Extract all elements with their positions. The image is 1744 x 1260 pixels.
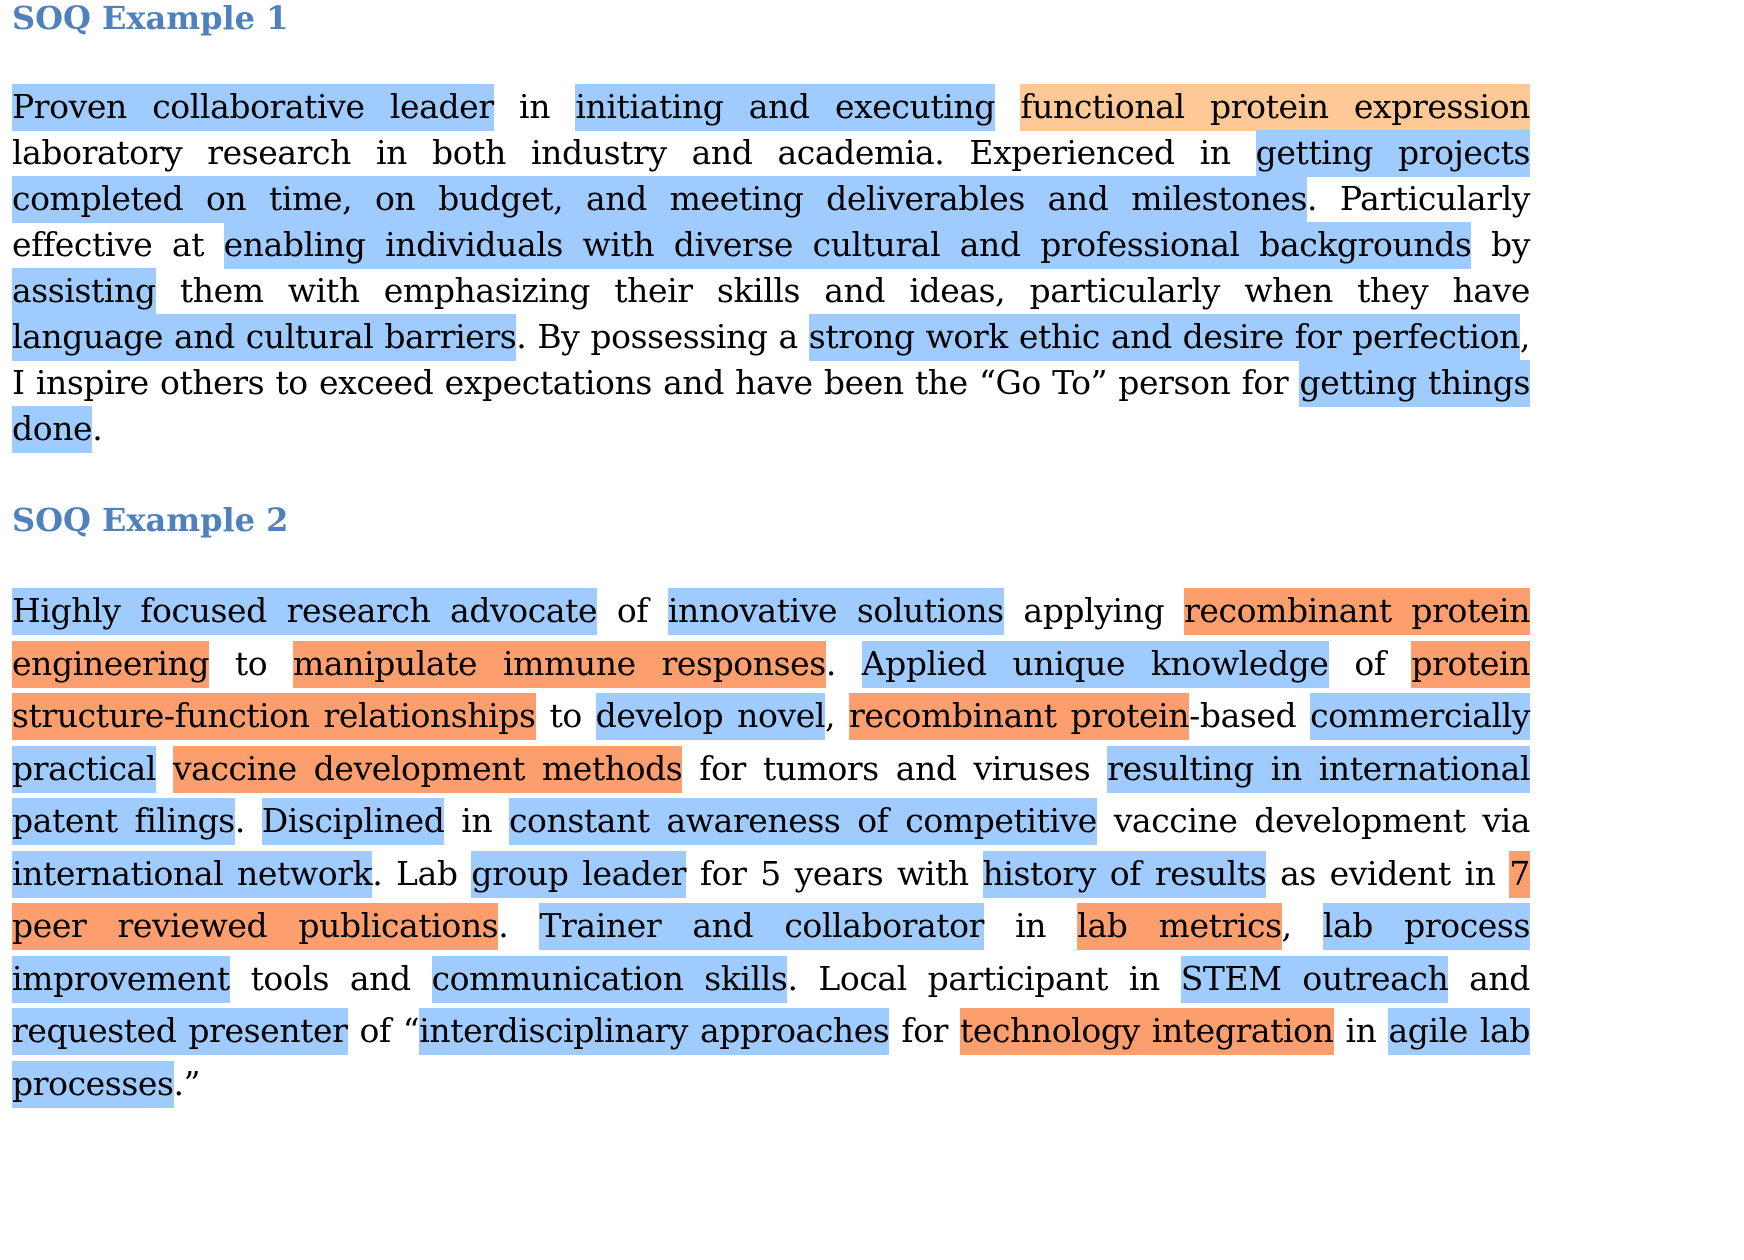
- highlight-blue: constant awareness of competitive: [509, 798, 1097, 845]
- text-run: . By possessing a: [516, 317, 809, 356]
- highlight-blue: enabling individuals with diverse cultural and professional backgrounds: [224, 222, 1472, 269]
- text-run: of “: [347, 1011, 420, 1050]
- text-run: in: [444, 801, 509, 840]
- highlight-blue: commercially practical: [12, 693, 1530, 793]
- highlight-blue: agile lab processes: [12, 1008, 1530, 1108]
- highlight-orange: technology integration: [960, 1008, 1334, 1055]
- highlight-blue: innovative solutions: [668, 588, 1004, 635]
- text-run: .: [234, 801, 262, 840]
- text-run: laboratory research in both industry and academia. Experienced in: [12, 133, 1256, 172]
- text-run: as evident in: [1266, 853, 1510, 893]
- text-run: by: [1471, 225, 1531, 264]
- text-run: in: [984, 906, 1078, 945]
- highlight-blue: initiating and executing: [575, 84, 995, 131]
- text-run: of: [1328, 643, 1412, 683]
- highlight-blue: Disciplined: [262, 798, 445, 845]
- text-run: [995, 87, 1020, 126]
- highlight-blue: group leader: [471, 851, 686, 898]
- text-run: for 5 years with: [686, 853, 983, 893]
- text-run: and: [1448, 958, 1530, 998]
- highlight-orange: lab metrics: [1077, 903, 1281, 950]
- text-run: for: [889, 1011, 960, 1050]
- text-run: in: [1333, 1011, 1389, 1050]
- highlight-blue: strong work ethic and desire for perfection: [809, 314, 1520, 361]
- highlight-blue: STEM outreach: [1181, 956, 1449, 1003]
- highlight-light-orange: functional protein expression: [1020, 84, 1530, 131]
- text-run: ,: [1281, 906, 1323, 945]
- text-run: . Particularly effective at: [12, 179, 1530, 264]
- highlight-blue: communication skills: [432, 956, 788, 1003]
- text-run: . Local participant in: [787, 958, 1181, 998]
- highlight-blue: Applied unique knowledge: [862, 641, 1329, 688]
- highlight-blue: develop novel: [596, 693, 825, 740]
- text-run: vaccine development via: [1096, 801, 1530, 840]
- highlight-blue: international network: [12, 851, 372, 898]
- text-run: [156, 749, 173, 788]
- text-run: .: [92, 409, 103, 448]
- highlight-blue: language and cultural barriers: [12, 314, 516, 361]
- text-run: .: [825, 643, 862, 683]
- text-run: ,: [824, 696, 849, 735]
- highlight-orange: 7 peer reviewed publications: [12, 851, 1530, 951]
- text-run: tools and: [229, 958, 432, 998]
- text-run: in: [493, 87, 576, 126]
- text-run: . Lab: [372, 853, 472, 893]
- highlight-orange: recombinant protein: [849, 693, 1189, 740]
- section-heading: SOQ Example 2: [12, 501, 289, 539]
- highlight-blue: lab process improvement: [12, 903, 1530, 1003]
- text-run: of: [597, 591, 668, 630]
- highlight-blue: getting things done: [12, 360, 1530, 453]
- highlight-blue: Trainer and collaborator: [539, 903, 984, 950]
- text-run: , I inspire others to exceed expectations and have been the “Go To” person for: [12, 317, 1530, 402]
- text-run: to: [535, 696, 596, 735]
- highlight-orange: vaccine development methods: [173, 746, 682, 793]
- paragraph-soq-example-1: [12, 84, 1530, 452]
- highlight-blue: resulting in international patent filings: [12, 746, 1530, 846]
- text-run: to: [209, 643, 294, 683]
- highlight-blue: assisting: [12, 268, 156, 315]
- highlight-orange: recombinant protein engineering: [12, 588, 1530, 688]
- text-run: applying: [1003, 591, 1185, 630]
- highlight-blue: requested presenter: [12, 1008, 348, 1055]
- highlight-blue: history of results: [983, 851, 1267, 898]
- paragraph-soq-example-2: [12, 585, 1530, 1110]
- text-run: .”: [173, 1063, 201, 1103]
- highlight-blue: Proven collaborative leader: [12, 84, 494, 131]
- text-run: -based: [1189, 696, 1311, 735]
- highlight-blue: Highly focused research advocate: [12, 588, 597, 635]
- highlight-blue: getting projects completed on time, on budget, and meeting deliverables and milestones: [12, 130, 1530, 223]
- highlight-orange: protein structure-function relationships: [12, 641, 1530, 741]
- section-heading: SOQ Example 1: [12, 0, 289, 37]
- highlight-blue: interdisciplinary approaches: [419, 1008, 889, 1055]
- text-run: for tumors and viruses: [682, 748, 1108, 788]
- text-run: .: [498, 906, 540, 945]
- highlight-orange: manipulate immune responses: [293, 641, 826, 688]
- text-run: them with emphasizing their skills and ideas, particularly when they have: [155, 271, 1530, 310]
